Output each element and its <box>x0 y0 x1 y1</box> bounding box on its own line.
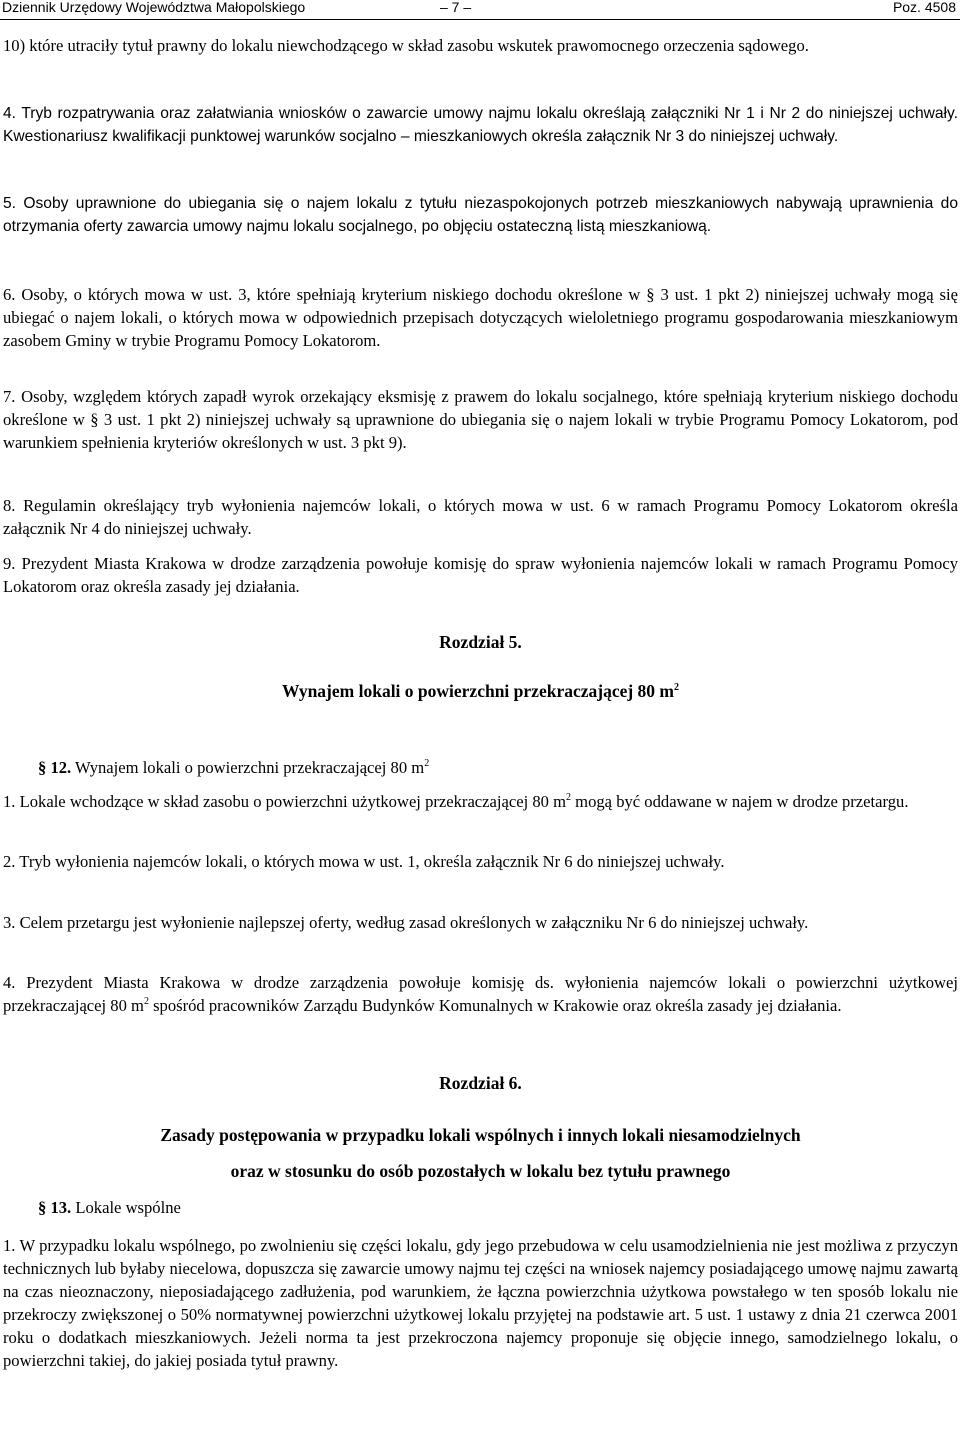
journal-title: Dziennik Urzędowy Województwa Małopolskiego <box>2 0 306 15</box>
section-12-p1-text-a: 1. Lokale wchodzące w skład zasobu o powierzchni użytkowej przekraczającej 80 m <box>3 792 567 811</box>
paragraph-4-text-b: Kwestionariusz kwalifikacji punktowej warunków socjalno – mieszkaniowych określa załącznik Nr 3 do niniejszej uchwały. <box>3 128 839 145</box>
chapter-6-heading: Rozdział 6. <box>439 1073 522 1093</box>
chapter-6-title-line-1: Zasady postępowania w przypadku lokali wspólnych i innych lokali niesamodzielnych <box>160 1125 801 1145</box>
section-12-title: Wynajem lokali o powierzchni przekraczającej 80 m <box>75 758 425 777</box>
section-13-title: Lokale wspólne <box>75 1198 181 1217</box>
section-12-p4-text-a: 4. Prezydent Miasta Krakowa w drodze zarządzenia powołuje komisję ds. wyłonienia najemców lokali o powierzchni użytkowej przekraczającej 80 m <box>3 973 958 1015</box>
paragraph-4 <box>3 102 958 148</box>
chapter-5-heading: Rozdział 5. <box>439 632 522 652</box>
chapter-5-title-text: Wynajem lokali o powierzchni przekraczającej 80 m <box>281 681 675 701</box>
paragraph-4-text-a: 4. Tryb rozpatrywania oraz załatwiania wniosków o zawarcie umowy najmu lokalu określają załączniki Nr 1 i Nr 2 do niniejszej uchwały. <box>3 105 958 122</box>
paragraph-6: 6. Osoby, o których mowa w ust. 3, które spełniają kryterium niskiego dochodu określone w § 3 ust. 1 pkt 2) niniejszej uchwały mogą się ubiegać o najem lokali, o których mowa w odpowiednich przepisach dotyczących wieloletniego programu gospodarowania mieszkaniowym zasobem Gminy w trybie Programu Pomocy Lokatorom. <box>3 285 958 350</box>
section-12-title-superscript: 2 <box>424 758 430 769</box>
paragraph-8: 8. Regulamin określający tryb wyłonienia najemców lokali, o których mowa w ust. 6 w ramach Programu Pomocy Lokatorom określa załącznik Nr 4 do niniejszej uchwały. <box>3 496 958 538</box>
chapter-5-title <box>3 680 958 703</box>
chapter-5-title-superscript: 2 <box>674 682 680 693</box>
section-12-paragraph-3: 3. Celem przetargu jest wyłonienie najlepszej oferty, według zasad określonych w załączniku Nr 6 do niniejszej uchwały. <box>3 913 809 932</box>
section-12-paragraph-1 <box>3 790 958 813</box>
section-12-heading <box>38 756 938 779</box>
section-12-paragraph-4 <box>3 971 958 1017</box>
position-number: Poz. 4508 <box>892 0 956 15</box>
header-divider <box>0 19 960 20</box>
section-12-p4-superscript: 2 <box>143 996 149 1007</box>
section-12-paragraph-2: 2. Tryb wyłonienia najemców lokali, o których mowa w ust. 1, określa załącznik Nr 6 do niniejszej uchwały. <box>3 852 725 871</box>
chapter-6-title-line-2: oraz w stosunku do osób pozostałych w lokalu bez tytułu prawnego <box>230 1161 731 1181</box>
section-12-p1-superscript: 2 <box>566 792 572 803</box>
paragraph-7: 7. Osoby, względem których zapadł wyrok orzekający eksmisję z prawem do lokalu socjalnego, które spełniają kryterium niskiego dochodu określone w § 3 ust. 1 pkt 2) niniejszej uchwały są uprawnione do ubiegania się o najem lokali w trybie Programu Pomocy Lokatorom, pod warunkiem spełnienia kryteriów określonych w ust. 3 pkt 9). <box>3 387 958 452</box>
section-12-p1-text-b: mogą być oddawane w najem w drodze przetargu. <box>571 792 909 811</box>
section-12-number: § 12. <box>38 758 72 777</box>
section-13-paragraph-1: 1. W przypadku lokalu wspólnego, po zwolnieniu się części lokalu, gdy jego przebudowa w celu usamodzielnienia nie jest możliwa z przyczyn technicznych lub byłaby niecelowa, dopuszcza się zawarcie umowy najmu tej części na wniosek najemcy posiadającego umowę najmu zawartą na czas nieoznaczony, nieposiadającego zadłużenia, pod warunkiem, że łączna powierzchnia użytkowa powstałego w ten sposób lokalu nie przekroczy zwiększonej o 50% normatywnej powierzchni użytkowej lokalu przyjętej na podstawie art. 5 ust. 1 ustawy z dnia 21 czerwca 2001 roku o dodatkach mieszkaniowych. Jeżeli norma ta jest przekroczona najemcy proponuje się objęcie innego, samodzielnego lokalu, o powierzchni takiej, do jakiej posiada tytuł prawny. <box>3 1236 958 1370</box>
section-12-p4-text-b: spośród pracowników Zarządu Budynków Komunalnych w Krakowie oraz określa zasady jej działania. <box>148 996 842 1015</box>
page-number: – 7 – <box>440 0 472 15</box>
section-13-number: § 13. <box>38 1198 72 1217</box>
section-13-heading <box>38 1196 938 1219</box>
paragraph-5: 5. Osoby uprawnione do ubiegania się o najem lokalu z tytułu niezaspokojonych potrzeb mieszkaniowych nabywają uprawnienia do otrzymania oferty zawarcia umowy najmu lokalu socjalnego, po objęciu ostateczną listą mieszkaniową. <box>3 195 958 235</box>
paragraph-9: 9. Prezydent Miasta Krakowa w drodze zarządzenia powołuje komisję do spraw wyłonienia najemców lokali w ramach Programu Pomocy Lokatorom oraz określa zasady jej działania. <box>3 554 958 596</box>
page-header <box>0 0 960 14</box>
item-10: 10) które utraciły tytuł prawny do lokalu niewchodzącego w skład zasobu wskutek prawomocnego orzeczenia sądowego. <box>3 36 809 55</box>
